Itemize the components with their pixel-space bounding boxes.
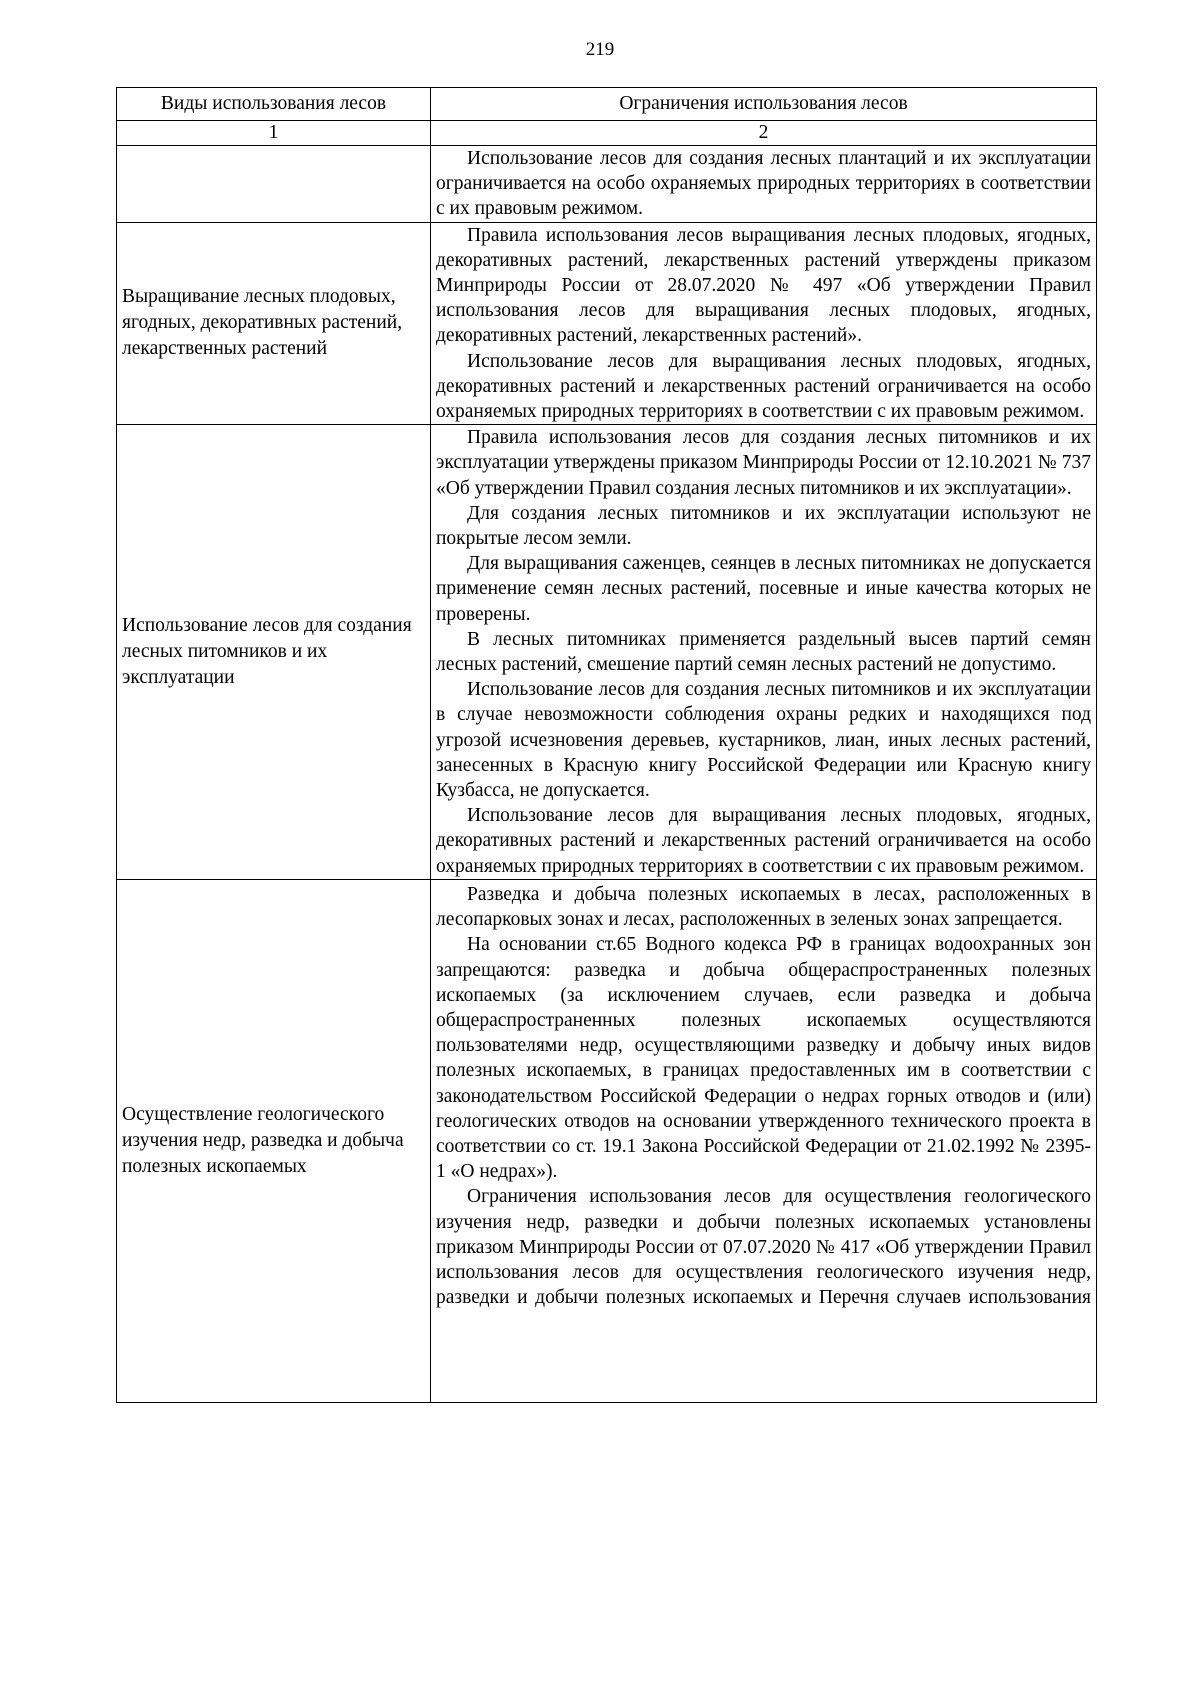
header-forest-use-types: Виды использования лесов xyxy=(117,88,431,121)
restriction-paragraph: На основании ст.65 Водного кодекса РФ в границах водоохранных зон запрещаются: разведка и добыча общераспространенных полезных ископаемых (за исключением случаев, если разведка и добыча общераспространенных полезных ископаемых осуществляются пользователями недр, осуществляющими разведку и добычу иных видов полезных ископаемых, в границах предоставленных им в соответствии с законодательством Российской Федерации о недрах горных отводов и (или) геологических отводов на основании утвержденного технического проекта в соответствии со ст. 19.1 Закона Российской Федерации от 21.02.1992 № 2395-1 «О недрах»). xyxy=(436,934,1091,1183)
table-header-row xyxy=(117,88,1097,121)
page-number: 219 xyxy=(585,39,615,60)
table-row xyxy=(117,879,1097,1402)
restriction-paragraph: Для выращивания саженцев, сеянцев в лесных питомниках не допускается применение семян лесных растений, посевные и иные качества которых не проверены. xyxy=(436,553,1091,625)
restriction-paragraph: Разведка и добыча полезных ископаемых в лесах, расположенных в лесопарковых зонах и лесах, расположенных в зеленых зонах запрещается. xyxy=(436,883,1091,931)
restriction-paragraph: Для создания лесных питомников и их эксплуатации используют не покрытые лесом земли. xyxy=(436,502,1091,550)
forest-use-type-cell xyxy=(117,146,431,223)
restriction-paragraph: В лесных питомниках применяется раздельный высев партий семян лесных растений, смешение партий семян лесных растений не допустимо. xyxy=(436,628,1091,676)
column-number-2: 2 xyxy=(431,121,1097,146)
restriction-cell xyxy=(431,222,1097,425)
restriction-paragraph: Использование лесов для создания лесных плантаций и их эксплуатации ограничивается на особо охраняемых природных территориях в соответствии с их правовым режимом. xyxy=(436,148,1091,220)
restriction-cell xyxy=(431,879,1097,1402)
forest-use-type-cell: Использование лесов для создания лесных питомников и их эксплуатации xyxy=(117,425,431,880)
forest-use-type-cell: Выращивание лесных плодовых, ягодных, декоративных растений, лекарственных растений xyxy=(117,222,431,425)
table-row xyxy=(117,146,1097,223)
restriction-paragraph: Ограничения использования лесов для осуществления геологического изучения недр, разведки и добычи полезных ископаемых установлены приказом Минприроды России от 07.07.2020 № 417 «Об утверждении Правил использования лесов для осуществления геологического изучения недр, разведки и добычи полезных ископаемых и Перечня случаев использования xyxy=(436,1186,1091,1309)
restriction-paragraph: Правила использования лесов для создания лесных питомников и их эксплуатации утверждены приказом Минприроды России от 12.10.2021 № 737 «Об утверждении Правил создания лесных питомников и их эксплуатации». xyxy=(436,427,1091,499)
table-row xyxy=(117,222,1097,425)
restriction-paragraph: Использование лесов для выращивания лесных плодовых, ягодных, декоративных растений и лекарственных растений ограничивается на особо охраняемых природных территориях в соответствии с их правовым режимом. xyxy=(436,350,1091,423)
table-row xyxy=(117,425,1097,880)
restriction-paragraph: Использование лесов для создания лесных питомников и их эксплуатации в случае невозможности соблюдения охраны редких и находящихся под угрозой исчезновения деревьев, кустарников, лиан, иных лесных растений, занесенных в Красную книгу Российской Федерации или Красную книгу Кузбасса, не допускается. xyxy=(436,679,1091,802)
restriction-paragraph: Правила использования лесов выращивания лесных плодовых, ягодных, декоративных растений, лекарственных растений утверждены приказом Минприроды России от 28.07.2020 № 497 «Об утверждении Правил использования лесов для выращивания лесных плодовых, ягодных, декоративных растений, лекарственных растений». xyxy=(436,224,1091,347)
restriction-cell xyxy=(431,146,1097,223)
column-number-row xyxy=(117,121,1097,146)
header-forest-use-restrictions: Ограничения использования лесов xyxy=(431,88,1097,121)
forest-use-type-cell: Осуществление геологического изучения недр, разведка и добыча полезных ископаемых xyxy=(117,879,431,1402)
restriction-cell-content xyxy=(436,882,1091,1400)
forest-use-restrictions-table xyxy=(116,87,1097,1403)
restriction-paragraph: Использование лесов для выращивания лесных плодовых, ягодных, декоративных растений и лекарственных растений ограничивается на особо охраняемых природных территориях в соответствии с их правовым режимом. xyxy=(436,805,1091,877)
restriction-cell xyxy=(431,425,1097,880)
column-number-1: 1 xyxy=(117,121,431,146)
